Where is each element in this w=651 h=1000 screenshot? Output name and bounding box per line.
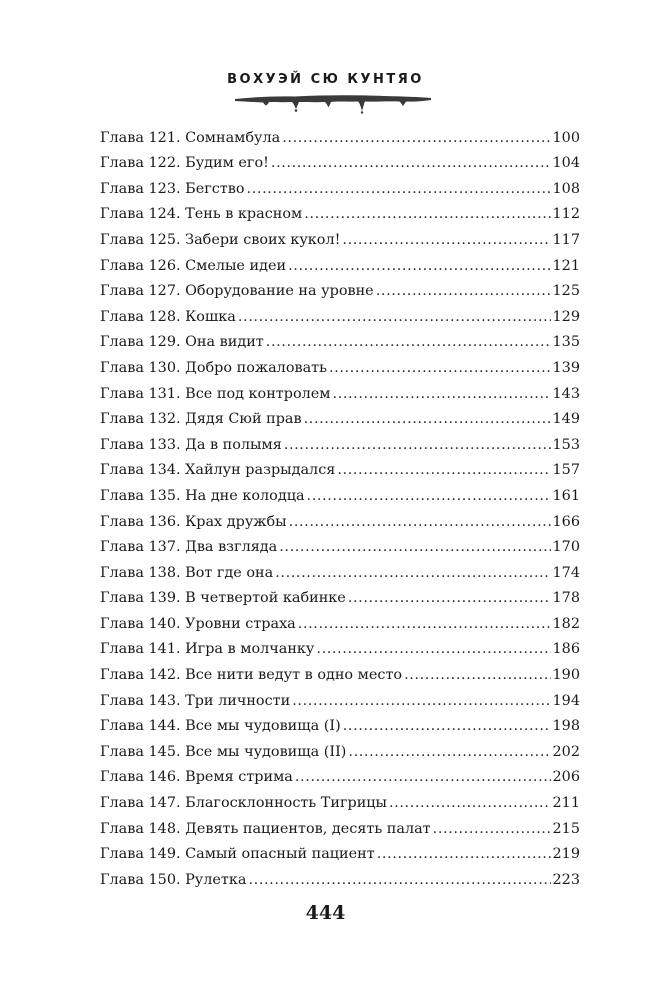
toc-entry-page: 100: [552, 129, 580, 146]
toc-leader-dots: [284, 435, 551, 455]
toc-entry: [100, 378, 580, 404]
toc-entry-page: 198: [552, 718, 580, 735]
toc-leader-dots: [295, 767, 551, 787]
toc-entry: [100, 659, 580, 685]
toc-leader-dots: [247, 179, 551, 199]
toc-entry: [100, 634, 580, 660]
toc-entry: [100, 122, 580, 148]
toc-entry-page: 149: [552, 411, 580, 428]
toc-leader-dots: [404, 665, 550, 685]
toc-entry: [100, 506, 580, 532]
toc-leader-dots: [389, 793, 551, 813]
toc-entry-title: Глава 131. Все под контролем: [100, 385, 331, 402]
toc-leader-dots: [275, 563, 550, 583]
toc-entry-page: 135: [552, 334, 580, 351]
toc-entry-title: Глава 129. Она видит: [100, 334, 264, 351]
toc-entry-title: Глава 147. Благосклонность Тигрицы: [100, 795, 387, 812]
toc-entry-title: Глава 144. Все мы чудовища (I): [100, 718, 341, 735]
toc-entry-title: Глава 133. Да в полымя: [100, 436, 282, 453]
toc-entry: [100, 429, 580, 455]
toc-entry-title: Глава 143. Три личности: [100, 692, 291, 709]
toc-entry: [100, 301, 580, 327]
toc-entry-page: 117: [552, 231, 580, 248]
toc-entry-page: 108: [552, 180, 580, 197]
toc-entry-page: 112: [552, 206, 580, 223]
toc-entry-title: Глава 150. Рулетка: [100, 871, 247, 888]
toc-entry-title: Глава 139. В четвертой кабинке: [100, 590, 346, 607]
toc-entry-title: Глава 145. Все мы чудовища (II): [100, 743, 347, 760]
toc-entry-page: 170: [552, 539, 580, 556]
toc-entry-page: 206: [552, 769, 580, 786]
table-of-contents: [100, 122, 580, 890]
toc-leader-dots: [332, 384, 550, 404]
toc-leader-dots: [279, 537, 550, 557]
toc-entry: [100, 480, 580, 506]
toc-entry-page: 223: [552, 871, 580, 888]
toc-leader-dots: [348, 588, 551, 608]
toc-entry: [100, 199, 580, 225]
toc-leader-dots: [342, 230, 550, 250]
toc-entry: [100, 685, 580, 711]
toc-leader-dots: [271, 153, 551, 173]
toc-entry-page: 186: [552, 641, 580, 658]
toc-entry-page: 157: [552, 462, 580, 479]
toc-entry-title: Глава 124. Тень в красном: [100, 206, 303, 223]
running-header: [0, 68, 651, 87]
toc-entry-title: Глава 126. Смелые идеи: [100, 257, 287, 274]
toc-entry-title: Глава 135. На дне колодца: [100, 487, 305, 504]
toc-entry: [100, 352, 580, 378]
toc-entry-page: 215: [552, 820, 580, 837]
toc-entry: [100, 250, 580, 276]
toc-entry: [100, 787, 580, 813]
toc-entry-page: 104: [552, 155, 580, 172]
toc-entry-title: Глава 122. Будим его!: [100, 155, 269, 172]
toc-entry: [100, 583, 580, 609]
toc-leader-dots: [266, 332, 551, 352]
toc-leader-dots: [289, 512, 551, 532]
toc-entry-title: Глава 121. Сомнамбула: [100, 129, 281, 146]
toc-leader-dots: [433, 819, 551, 839]
toc-entry-title: Глава 128. Кошка: [100, 308, 236, 325]
toc-entry-title: Глава 140. Уровни страха: [100, 615, 296, 632]
toc-entry-title: Глава 125. Забери своих кукол!: [100, 231, 341, 248]
toc-leader-dots: [337, 460, 550, 480]
toc-entry: [100, 404, 580, 430]
toc-entry-title: Глава 136. Крах дружбы: [100, 513, 287, 530]
toc-entry: [100, 327, 580, 353]
toc-entry-page: 190: [552, 667, 580, 684]
toc-entry: [100, 608, 580, 634]
toc-leader-dots: [304, 409, 551, 429]
toc-entry-page: 129: [552, 308, 580, 325]
toc-leader-dots: [329, 358, 551, 378]
toc-entry-title: Глава 141. Игра в молчанку: [100, 641, 315, 658]
toc-entry-page: 166: [552, 513, 580, 530]
toc-entry: [100, 711, 580, 737]
toc-entry-page: 178: [552, 590, 580, 607]
toc-leader-dots: [238, 307, 551, 327]
toc-entry-title: Глава 134. Хайлун разрыдался: [100, 462, 336, 479]
toc-entry-page: 153: [552, 436, 580, 453]
toc-entry-title: Глава 132. Дядя Сюй прав: [100, 411, 302, 428]
toc-entry-title: Глава 130. Добро пожаловать: [100, 359, 327, 376]
toc-entry-title: Глава 137. Два взгляда: [100, 539, 278, 556]
toc-entry-title: Глава 127. Оборудование на уровне: [100, 283, 374, 300]
toc-entry-title: Глава 146. Время стрима: [100, 769, 293, 786]
toc-leader-dots: [316, 639, 550, 659]
toc-entry-title: Глава 142. Все нити ведут в одно место: [100, 667, 403, 684]
book-author-title: ВОХУЭЙ СЮ КУНТЯО: [227, 72, 424, 87]
dripping-blood-ornament-icon: [235, 92, 431, 114]
toc-entry-page: 143: [552, 385, 580, 402]
toc-entry-page: 194: [552, 692, 580, 709]
toc-leader-dots: [292, 691, 550, 711]
toc-entry-page: 161: [552, 487, 580, 504]
toc-entry: [100, 762, 580, 788]
toc-entry-page: 174: [552, 564, 580, 581]
toc-entry-page: 139: [552, 359, 580, 376]
toc-leader-dots: [288, 256, 550, 276]
toc-entry: [100, 557, 580, 583]
toc-leader-dots: [348, 742, 550, 762]
toc-entry-title: Глава 138. Вот где она: [100, 564, 274, 581]
toc-entry-page: 211: [552, 795, 580, 812]
toc-entry-title: Глава 149. Самый опасный пациент: [100, 846, 375, 863]
toc-entry: [100, 148, 580, 174]
toc-leader-dots: [282, 128, 550, 148]
toc-entry: [100, 532, 580, 558]
toc-leader-dots: [248, 870, 550, 890]
toc-entry-page: 125: [552, 283, 580, 300]
toc-leader-dots: [343, 716, 551, 736]
toc-entry-page: 182: [552, 615, 580, 632]
toc-leader-dots: [376, 281, 551, 301]
toc-entry-page: 121: [552, 257, 580, 274]
toc-entry: [100, 839, 580, 865]
toc-leader-dots: [377, 844, 551, 864]
toc-entry-page: 202: [552, 743, 580, 760]
toc-entry: [100, 813, 580, 839]
toc-entry: [100, 736, 580, 762]
toc-leader-dots: [304, 204, 550, 224]
toc-entry: [100, 224, 580, 250]
toc-entry: [100, 864, 580, 890]
page-number: 444: [305, 902, 346, 924]
toc-entry: [100, 455, 580, 481]
toc-entry: [100, 173, 580, 199]
toc-entry-title: Глава 148. Девять пациентов, десять палат: [100, 820, 431, 837]
toc-leader-dots: [298, 614, 551, 634]
toc-leader-dots: [307, 486, 551, 506]
toc-entry: [100, 276, 580, 302]
toc-entry-page: 219: [552, 846, 580, 863]
toc-entry-title: Глава 123. Бегство: [100, 180, 245, 197]
